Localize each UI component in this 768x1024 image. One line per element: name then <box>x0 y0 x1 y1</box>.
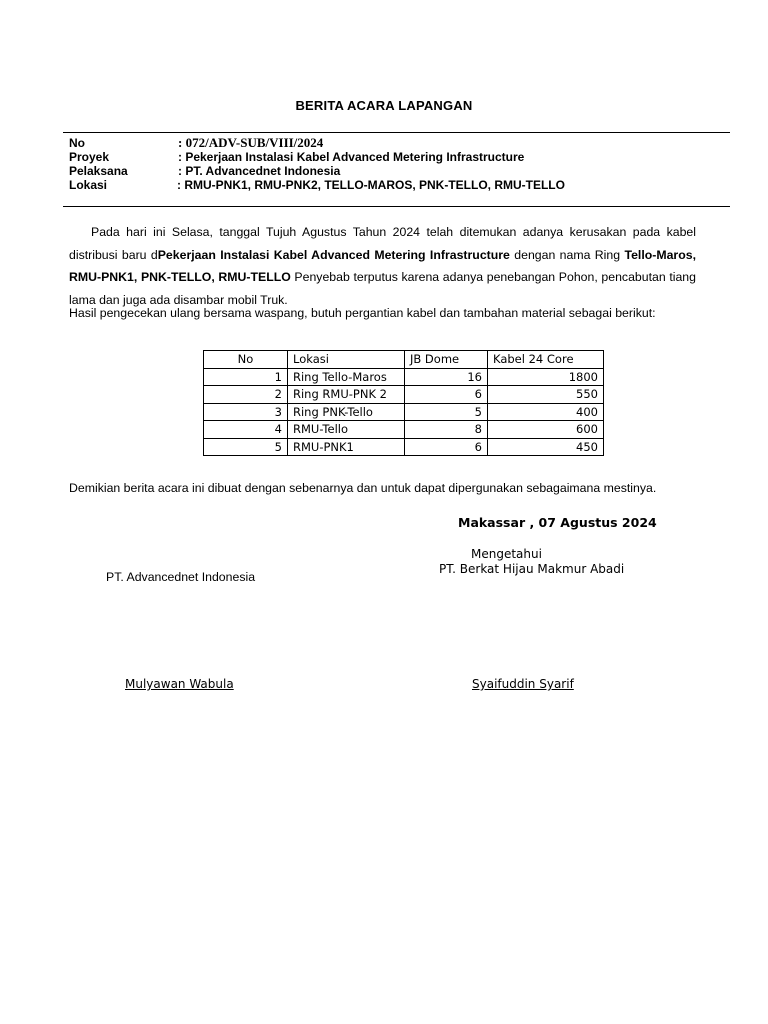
meta-value: : Pekerjaan Instalasi Kabel Advanced Metering Infrastructure <box>178 150 525 164</box>
cell-no: 1 <box>204 368 288 386</box>
table-row <box>204 438 604 456</box>
signer-right: Syaifuddin Syarif <box>472 677 574 691</box>
acknowledged-label: Mengetahui <box>471 547 542 561</box>
paragraph-rings: Tello-Maros, RMU-PNK1, PNK-TELLO, RMU-TELLO <box>69 247 696 285</box>
meta-label: Lokasi <box>69 178 108 192</box>
meta-label: No <box>69 136 85 150</box>
company-left: PT. Advancednet Indonesia <box>106 570 256 584</box>
header-jb-dome: JB Dome <box>405 351 488 369</box>
cell-lokasi: Ring Tello-Maros <box>288 368 405 386</box>
table-row <box>204 403 604 421</box>
cell-no: 4 <box>204 421 288 439</box>
cell-no: 3 <box>204 403 288 421</box>
cell-no: 2 <box>204 386 288 404</box>
cell-kabel: 450 <box>488 438 604 456</box>
cell-lokasi: Ring RMU-PNK 2 <box>288 386 405 404</box>
meta-value: : PT. Advancednet Indonesia <box>178 164 341 178</box>
cell-no: 5 <box>204 438 288 456</box>
material-table <box>203 350 604 456</box>
signer-left: Mulyawan Wabula <box>125 677 234 691</box>
cell-lokasi: RMU-Tello <box>288 421 405 439</box>
cell-jb: 5 <box>405 403 488 421</box>
paragraph-text: Pada hari ini Selasa, tanggal Tujuh Agustus Tahun 2024 telah ditemukan adanya kerusakan pada kabel distribusi baru d <box>69 225 696 262</box>
cell-kabel: 400 <box>488 403 604 421</box>
company-right: PT. Berkat Hijau Makmur Abadi <box>439 562 625 576</box>
table-header-row <box>204 351 604 369</box>
closing-statement: Demikian berita acara ini dibuat dengan sebenarnya dan untuk dapat dipergunakan sebagaimana mestinya. <box>69 481 657 495</box>
meta-label: Proyek <box>69 150 110 164</box>
meta-label: Pelaksana <box>69 164 128 178</box>
main-paragraph <box>69 221 696 311</box>
cell-jb: 16 <box>405 368 488 386</box>
header-no: No <box>204 351 288 369</box>
cell-jb: 6 <box>405 438 488 456</box>
document-title: BERITA ACARA LAPANGAN <box>295 98 473 113</box>
table-row <box>204 368 604 386</box>
inspection-result-text: Hasil pengecekan ulang bersama waspang, butuh pergantian kabel dan tambahan material sebagai berikut: <box>69 306 656 320</box>
meta-value: : 072/ADV-SUB/VIII/2024 <box>178 135 324 150</box>
header-rule-top <box>63 132 730 133</box>
header-kabel: Kabel 24 Core <box>488 351 604 369</box>
paragraph-text: Penyebab terputus karena adanya penebangan Pohon, pencabutan tiang lama dan juga ada disambar mobil Truk. <box>69 270 696 307</box>
header-lokasi: Lokasi <box>288 351 405 369</box>
header-rule-bottom <box>63 206 730 207</box>
cell-kabel: 550 <box>488 386 604 404</box>
cell-lokasi: RMU-PNK1 <box>288 438 405 456</box>
paragraph-text: dengan nama Ring <box>509 247 625 262</box>
place-date: Makassar , 07 Agustus 2024 <box>458 515 657 530</box>
cell-jb: 6 <box>405 386 488 404</box>
cell-kabel: 600 <box>488 421 604 439</box>
cell-kabel: 1800 <box>488 368 604 386</box>
cell-lokasi: Ring PNK-Tello <box>288 403 405 421</box>
meta-value: : RMU-PNK1, RMU-PNK2, TELLO-MAROS, PNK-TELLO, RMU-TELLO <box>177 178 565 192</box>
table-row <box>204 421 604 439</box>
table-row <box>204 386 604 404</box>
cell-jb: 8 <box>405 421 488 439</box>
paragraph-project: Pekerjaan Instalasi Kabel Advanced Metering Infrastructure <box>157 247 510 262</box>
